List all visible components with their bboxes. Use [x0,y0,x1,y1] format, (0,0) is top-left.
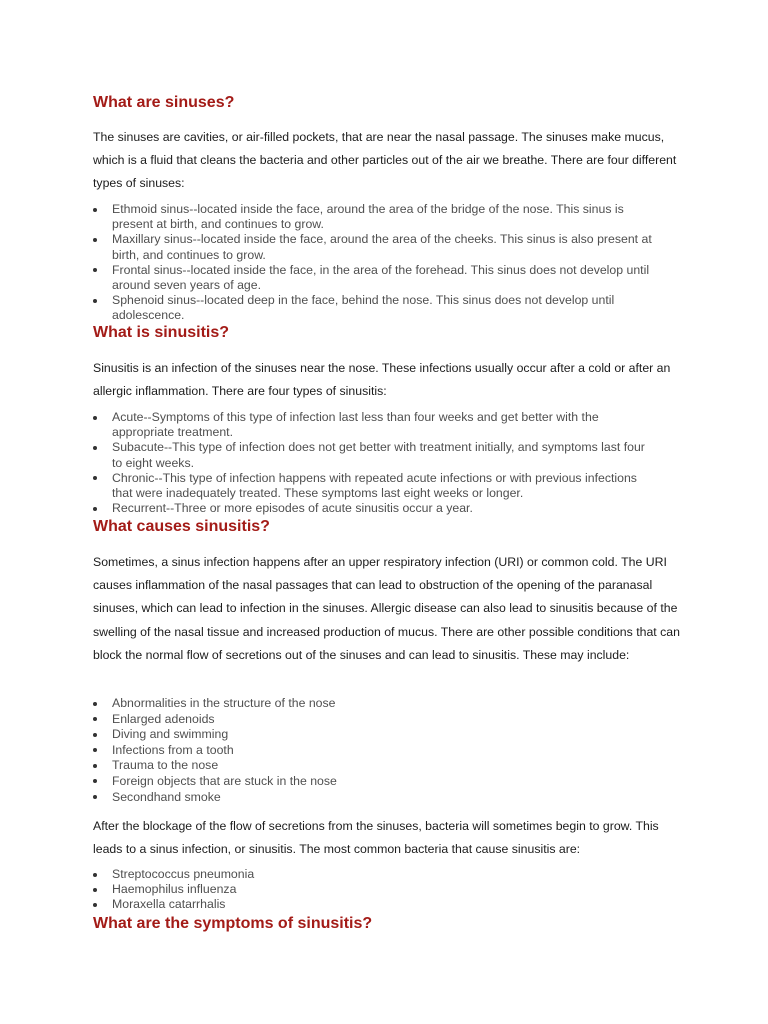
list-item: Frontal sinus--located inside the face, in the area of the forehead. This sinus does not develop until around seven years of age. [93,263,653,293]
list-item: Recurrent--Three or more episodes of acute sinusitis occur a year. [93,501,653,516]
list-item: Chronic--This type of infection happens with repeated acute infections or with previous infections that were inadequately treated. These symptoms last eight weeks or longer. [93,471,653,501]
list-conditions [93,696,653,805]
list-sinusitis-types [93,410,653,516]
list-item: Diving and swimming [93,727,653,743]
list-item: Haemophilus influenza [93,882,653,897]
list-sinus-types [93,202,653,324]
list-item: Ethmoid sinus--located inside the face, around the area of the bridge of the nose. This sinus is present at birth, and continues to grow. [93,202,653,232]
list-bacteria [93,867,653,913]
list-item: Maxillary sinus--located inside the face, around the area of the cheeks. This sinus is also present at birth, and continues to grow. [93,232,653,262]
list-item: Abnormalities in the structure of the nose [93,696,653,712]
paragraph-sinusitis-intro: Sinusitis is an infection of the sinuses near the nose. These infections usually occur after a cold or after an allergic inflammation. There are four types of sinusitis: [93,361,671,399]
list-item: Acute--Symptoms of this type of infection last less than four weeks and get better with the appropriate treatment. [93,410,653,440]
list-item: Subacute--This type of infection does not get better with treatment initially, and symptoms last four to eight weeks. [93,440,653,470]
heading-what-is-sinusitis: What is sinusitis? [93,324,230,341]
list-item: Enlarged adenoids [93,712,653,728]
list-item: Trauma to the nose [93,758,653,774]
paragraph-causes: Sometimes, a sinus infection happens after an upper respiratory infection (URI) or common cold. The URI causes inflammation of the nasal passages that can lead to obstruction of the opening of the paranasal sinuses, which can lead to infection in the sinuses. Allergic disease can also lead to sinusitis because of the swelling of the nasal tissue and increased production of mucus. There are other possible conditions that can block the normal flow of secretions out of the sinuses and can lead to sinusitis. These may include: [93,555,680,662]
paragraph-sinuses-intro: The sinuses are cavities, or air-filled pockets, that are near the nasal passage. The sinuses make mucus, which is a fluid that cleans the bacteria and other particles out of the air we breathe. There are four different types of sinuses: [93,130,677,191]
list-item: Moraxella catarrhalis [93,897,653,912]
heading-what-causes-sinusitis: What causes sinusitis? [93,518,270,535]
list-item: Streptococcus pneumonia [93,867,653,882]
list-item: Sphenoid sinus--located deep in the face, behind the nose. This sinus does not develop until adolescence. [93,293,653,323]
list-item: Secondhand smoke [93,790,653,806]
list-item: Foreign objects that are stuck in the nose [93,774,653,790]
list-item: Infections from a tooth [93,743,653,759]
heading-what-are-sinuses: What are sinuses? [93,94,235,111]
heading-symptoms: What are the symptoms of sinusitis? [93,915,373,932]
paragraph-bacteria: After the blockage of the flow of secretions from the sinuses, bacteria will sometimes begin to grow. This leads to a sinus infection, or sinusitis. The most common bacteria that cause sinusitis are: [93,819,659,857]
